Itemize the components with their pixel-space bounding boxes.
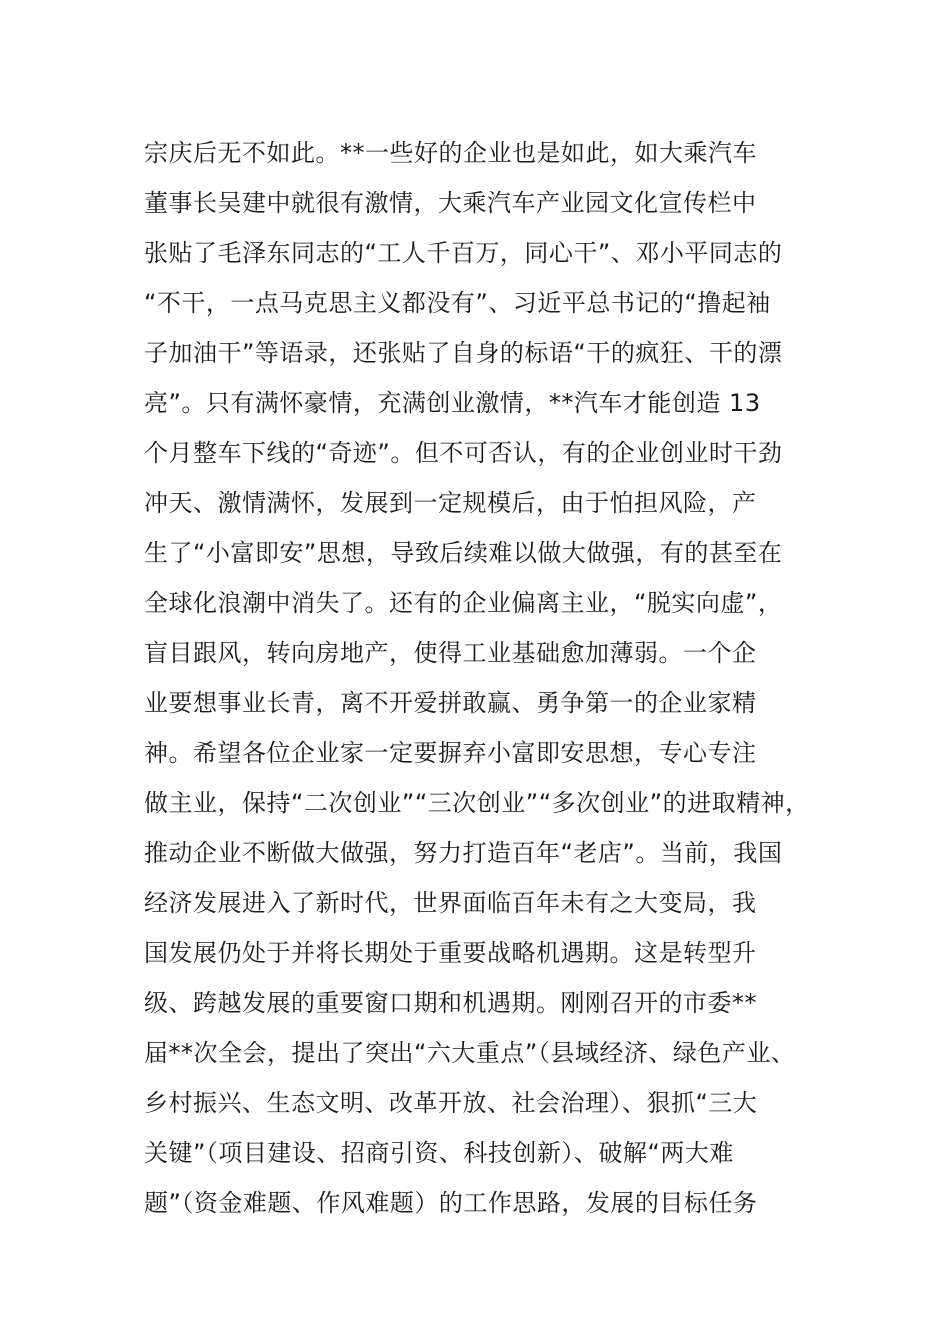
text-line: 乡村振兴、生态文明、改革开放、社会治理）、狠抓“三大 bbox=[144, 1089, 758, 1117]
text-line: 亮”。只有满怀豪情，充满创业激情，**汽车才能创造 13 bbox=[144, 389, 761, 417]
text-line: 宗庆后无不如此。**一些好的企业也是如此，如大乘汽车 bbox=[144, 139, 757, 167]
text-line: 级、跨越发展的重要窗口期和机遇期。刚刚召开的市委** bbox=[144, 989, 757, 1017]
text-line: 推动企业不断做大做强，努力打造百年“老店”。当前，我国 bbox=[144, 839, 783, 867]
text-line: 冲天、激情满怀，发展到一定规模后，由于怕担风险，产 bbox=[144, 489, 757, 517]
text-line: “不干，一点马克思主义都没有”、习近平总书记的“撸起袖 bbox=[144, 289, 771, 317]
text-line: 业要想事业长青，离不开爱拼敢赢、勇争第一的企业家精 bbox=[144, 689, 757, 717]
text-line: 生了“小富即安”思想，导致后续难以做大做强，有的甚至在 bbox=[144, 539, 783, 567]
text-line: 届**次全会，提出了突出“六大重点”（县域经济、绿色产业、 bbox=[144, 1039, 796, 1067]
text-line: 关键”（项目建设、招商引资、科技创新）、破解“两大难 bbox=[144, 1139, 734, 1167]
text-line: 经济发展进入了新时代，世界面临百年未有之大变局，我 bbox=[144, 889, 757, 917]
body-text bbox=[144, 128, 844, 1228]
text-line: 董事长吴建中就很有激情，大乘汽车产业园文化宣传栏中 bbox=[144, 189, 757, 217]
text-line: 张贴了毛泽东同志的“工人千百万，同心干”、邓小平同志的 bbox=[144, 239, 783, 267]
text-line: 子加油干”等语录，还张贴了自身的标语“干的疯狂、干的漂 bbox=[144, 339, 783, 367]
text-line: 做主业，保持“二次创业”“三次创业”“多次创业”的进取精神， bbox=[144, 789, 810, 817]
text-line: 个月整车下线的“奇迹”。但不可否认，有的企业创业时干劲 bbox=[144, 439, 783, 467]
text-line: 国发展仍处于并将长期处于重要战略机遇期。这是转型升 bbox=[144, 939, 757, 967]
text-line: 题”（资金难题、作风难题）的工作思路，发展的目标任务 bbox=[144, 1189, 758, 1217]
text-line: 全球化浪潮中消失了。还有的企业偏离主业，“脱实向虚”， bbox=[144, 589, 783, 617]
text-line: 盲目跟风，转向房地产，使得工业基础愈加薄弱。一个企 bbox=[144, 639, 757, 667]
text-line: 神。希望各位企业家一定要摒弃小富即安思想，专心专注 bbox=[144, 739, 757, 767]
